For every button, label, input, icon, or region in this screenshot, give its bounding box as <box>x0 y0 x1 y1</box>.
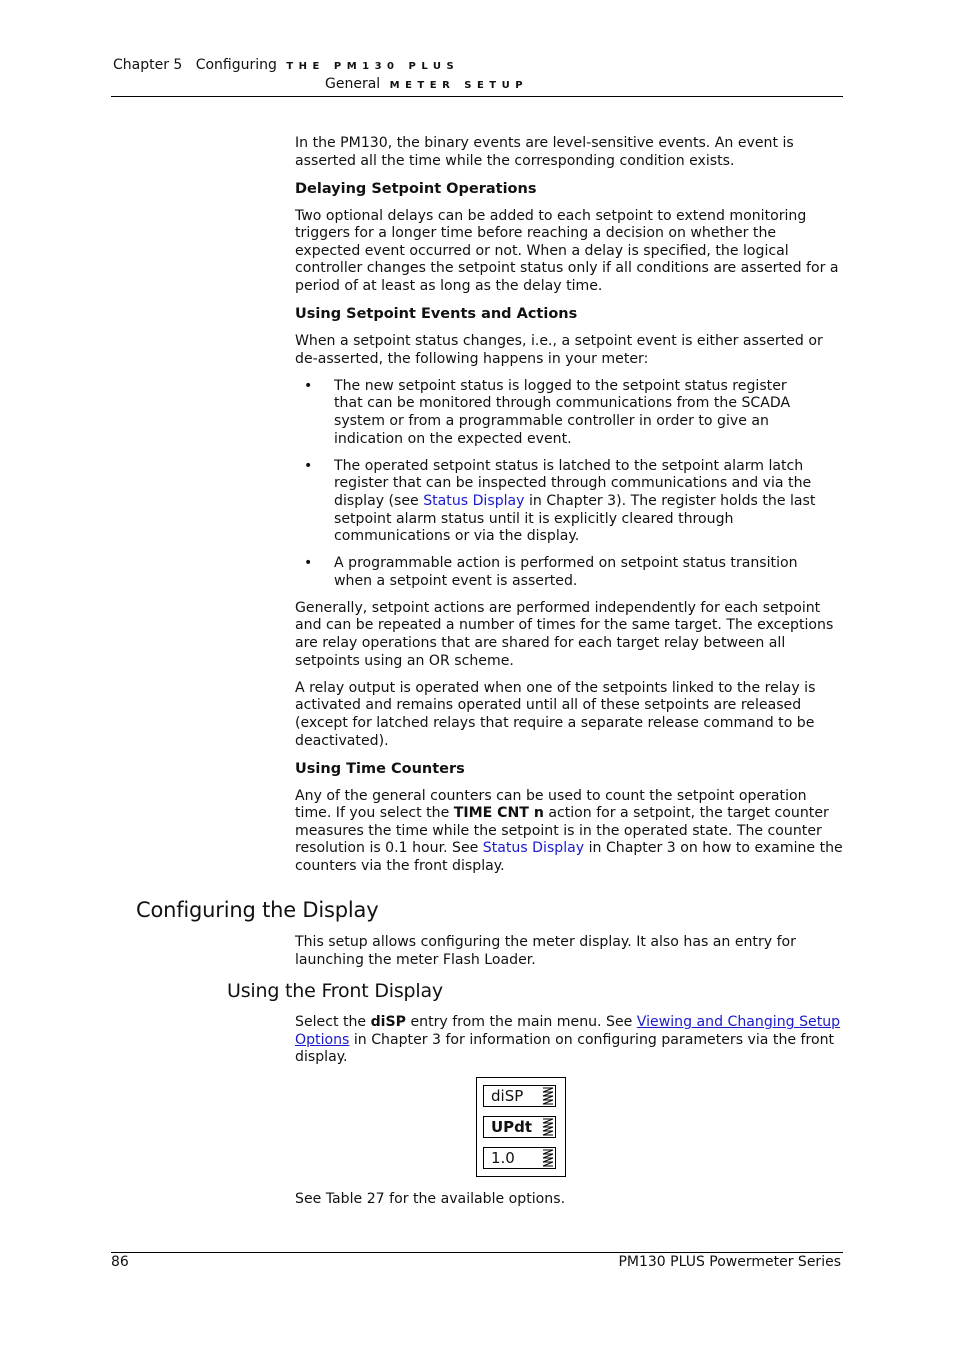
events-paragraph-3: A relay output is operated when one of the setpoints linked to the relay is activated and remains operated until all of these setpoints are released (except for latched relays that require a separate release command to be deactivated). <box>295 679 816 749</box>
text: in Chapter 3 for information on configuring parameters via the front display. <box>295 1031 835 1066</box>
config-display-body <box>295 934 843 979</box>
running-header-subsection <box>325 75 528 95</box>
events-heading: Using Setpoint Events and Actions <box>295 306 578 323</box>
header-rule <box>111 96 843 97</box>
header-chapter: Chapter 5 <box>113 57 183 73</box>
footer-product: PM130 PLUS Powermeter Series <box>618 1254 841 1270</box>
table-reference-paragraph: See Table 27 for the available options. <box>295 1191 566 1207</box>
list-item <box>295 378 843 448</box>
header-section-caps: THE PM130 PLUS <box>286 61 460 72</box>
lcd-row-2 <box>483 1116 556 1138</box>
time-counters-heading: Using Time Counters <box>295 760 465 777</box>
lcd-row-1 <box>483 1085 556 1107</box>
text: entry from the main menu. See <box>405 1014 637 1030</box>
header-subsection-caps: METER SETUP <box>389 80 529 91</box>
lcd-row-1-text: diSP <box>491 1087 524 1105</box>
viewing-changing-setup-link[interactable]: Viewing and Changing Setup Options <box>295 1014 841 1048</box>
scroll-arrows-icon <box>542 1118 554 1136</box>
delaying-heading: Delaying Setpoint Operations <box>295 180 537 197</box>
page-number: 86 <box>111 1254 129 1270</box>
list-item <box>295 458 843 546</box>
events-paragraph-2: Generally, setpoint actions are performed independently for each setpoint and can be repeated a number of times for the same target. The exceptions are relay operations that are shared for each target relay between all setpoints using an OR scheme. <box>295 599 834 669</box>
lcd-row-2-text: UPdt <box>491 1118 533 1136</box>
lcd-row-3-text: 1.0 <box>491 1149 515 1167</box>
front-display-body <box>295 1014 843 1076</box>
text: Select the <box>295 1014 371 1030</box>
front-display-paragraph <box>295 1014 843 1067</box>
config-display-paragraph: This setup allows configuring the meter display. It also has an entry for launching the meter Flash Loader. <box>295 934 796 968</box>
time-cnt-bold: TIME CNT n <box>453 805 544 822</box>
bullet-text: The new setpoint status is logged to the setpoint status register that can be monitored through communications from the SCADA system or from a programmable controller in order to give an indication on the expected event. <box>334 377 791 447</box>
events-paragraph: When a setpoint status changes, i.e., a setpoint event is either asserted or de-asserted, the following happens in your meter: <box>295 333 823 367</box>
bullet-text: The operated setpoint status is latched to the setpoint alarm latch register that can be inspected through communications and via the display (see <box>334 457 812 509</box>
scroll-arrows-icon <box>542 1087 554 1105</box>
front-display-heading: Using the Front Display <box>227 980 443 1002</box>
header-subsection-prefix: General <box>325 76 381 92</box>
status-display-link[interactable]: Status Display <box>423 492 525 509</box>
table-reference-body <box>295 1191 843 1218</box>
disp-bold: diSP <box>370 1014 406 1030</box>
text: Any of the general counters can be used to count the setpoint operation time. If you select the <box>295 787 807 822</box>
delaying-paragraph: Two optional delays can be added to each setpoint to extend monitoring triggers for a longer time before reaching a decision on whether the expected event occurred or not. When a delay is specified, the logical controller changes the setpoint status only if all conditions are asserted for a period of at least as long as the delay time. <box>295 207 839 295</box>
header-section-prefix: Configuring <box>195 57 277 73</box>
scroll-arrows-icon <box>542 1149 554 1167</box>
text: action for a setpoint, the target counter measures the time while the setpoint is in the operated state. The counter resolution is 0.1 hour. See <box>295 805 829 857</box>
main-column-top <box>295 135 843 885</box>
bullet-text: in Chapter 3). The register holds the last setpoint alarm status until it is explicitly cleared through communications or via the display. <box>334 492 816 545</box>
bullet-text: A programmable action is performed on setpoint status transition when a setpoint event is asserted. <box>334 555 798 589</box>
config-display-heading: Configuring the Display <box>136 898 379 922</box>
intro-paragraph: In the PM130, the binary events are level-sensitive events. An event is asserted all the time while the corresponding condition exists. <box>295 135 794 169</box>
lcd-display-figure <box>476 1077 566 1177</box>
list-item <box>295 555 843 590</box>
running-header-chapter <box>113 56 459 76</box>
time-counters-paragraph <box>295 788 843 876</box>
status-display-link[interactable]: Status Display <box>482 840 585 857</box>
lcd-row-3 <box>483 1147 556 1169</box>
events-bullet-list <box>295 378 843 591</box>
text: in Chapter 3 on how to examine the counters via the front display. <box>295 840 843 874</box>
